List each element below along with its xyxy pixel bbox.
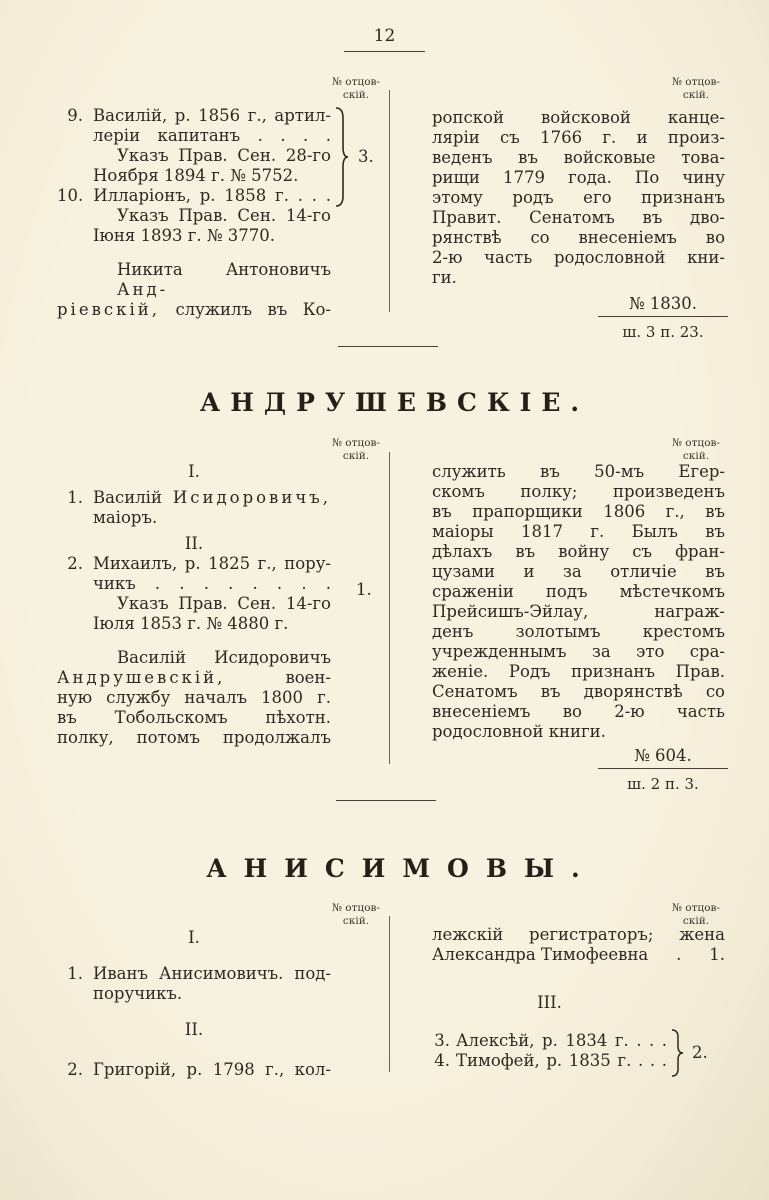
generation-numeral: II. bbox=[184, 1020, 204, 1039]
decree-line: Указъ Прав. Сен. 14-го bbox=[117, 594, 331, 613]
genealogy-entry-line bbox=[57, 186, 331, 206]
right-column-header bbox=[660, 76, 732, 102]
paragraph-line: веденъ въ войсковые това- bbox=[432, 148, 725, 167]
record-number: № 1830. bbox=[598, 294, 728, 317]
paragraph-text: Исидоровичъ bbox=[214, 648, 331, 667]
dot-leader: . bbox=[676, 945, 682, 964]
father-number: 3. bbox=[358, 147, 374, 166]
column-divider-rule bbox=[389, 452, 390, 764]
right-column-header bbox=[660, 437, 732, 463]
paragraph-line bbox=[432, 945, 725, 965]
col-header-line2: скій. bbox=[682, 450, 710, 462]
paragraph-line: Сенатомъ въ дворянствѣ со bbox=[432, 682, 725, 701]
paragraph-line: внесеніемъ во 2-ю часть bbox=[432, 702, 725, 721]
genealogy-entry-line bbox=[57, 1060, 331, 1080]
paragraph-line: ропской войсковой канце- bbox=[432, 108, 725, 127]
page-header bbox=[0, 26, 769, 52]
grouping-brace bbox=[334, 107, 350, 207]
genealogy-entry-line bbox=[57, 554, 331, 574]
entry-text-line: поручикъ. bbox=[93, 984, 183, 1003]
section2-left-column bbox=[57, 462, 331, 748]
paragraph-line: ную службу началъ 1800 г. bbox=[57, 688, 331, 707]
grouping-brace bbox=[670, 1029, 685, 1077]
paragraph-line: сраженіи подъ мѣстечкомъ bbox=[432, 582, 725, 601]
entry-text: Василій, р. 1856 г., артил- bbox=[93, 106, 331, 125]
entry-text: Тимофей, р. 1835 г. . . . bbox=[456, 1051, 667, 1070]
column-divider-rule bbox=[389, 916, 390, 1072]
col-header-line1: № отцов- bbox=[672, 902, 720, 914]
paragraph-line: маіоры 1817 г. Былъ въ bbox=[432, 522, 725, 541]
entry-number: 4. bbox=[434, 1051, 450, 1070]
paragraph-line bbox=[57, 300, 331, 320]
surname-spaced: Андрушевскій, bbox=[57, 668, 226, 687]
paragraph-text: служилъ въ Ко- bbox=[175, 300, 331, 319]
col-header-line1: № отцов- bbox=[332, 437, 380, 449]
col-header-line2: скій. bbox=[342, 89, 370, 101]
section2-right-column bbox=[432, 462, 725, 742]
left-column-header bbox=[320, 902, 392, 928]
entry-text: Алексѣй, р. 1834 г. . . . bbox=[456, 1031, 667, 1050]
paragraph-line: женіе. Родъ признанъ Прав. bbox=[432, 662, 725, 681]
entry-number: 3. bbox=[434, 1031, 450, 1050]
section3-left-column bbox=[57, 928, 331, 1080]
wife-name: Александра Тимофеевна bbox=[432, 945, 649, 964]
left-column-header bbox=[320, 76, 392, 102]
paragraph-line: ги. bbox=[432, 268, 457, 287]
col-header-line1: № отцов- bbox=[672, 437, 720, 449]
entry-number: 2. bbox=[67, 554, 83, 573]
record-number: № 604. bbox=[598, 746, 728, 769]
paragraph-line: лежскій регистраторъ; жена bbox=[432, 925, 725, 944]
paragraph-line: скомъ полку; произведенъ bbox=[432, 482, 725, 501]
entry-text-line: маіоръ. bbox=[93, 508, 158, 527]
generation-numeral: II. bbox=[184, 534, 204, 553]
paragraph-line bbox=[57, 648, 331, 668]
family-heading-anisimovy: АНИСИМОВЫ. bbox=[206, 854, 597, 883]
paragraph-text: Василій bbox=[117, 648, 186, 667]
page-number: 12 bbox=[344, 26, 426, 52]
family-heading-andrushevskie: АНДРУШЕВСКІЕ. bbox=[199, 388, 590, 417]
paragraph-line: въ Тобольскомъ пѣхотн. bbox=[57, 708, 331, 727]
paragraph-line: родословной книги. bbox=[432, 722, 606, 741]
column-divider-rule bbox=[389, 90, 390, 312]
col-header-line1: № отцов- bbox=[332, 76, 380, 88]
entry-text: Григорій, р. 1798 г., кол- bbox=[93, 1060, 331, 1079]
given-name: Василій bbox=[93, 488, 162, 507]
patronymic-spaced: Исидоровичъ, bbox=[172, 488, 331, 507]
entry-text: Михаилъ, р. 1825 г., пору- bbox=[93, 554, 331, 573]
surname-spaced: Анд- bbox=[117, 280, 169, 299]
section1-right-column bbox=[432, 108, 725, 288]
col-header-line2: скій. bbox=[342, 450, 370, 462]
entry-number: 1. bbox=[67, 964, 83, 983]
entry-number: 9. bbox=[67, 106, 83, 125]
section-divider-rule bbox=[338, 346, 438, 347]
paragraph-line: служить въ 50-мъ Егер- bbox=[432, 462, 725, 481]
entry-text-line: чикъ . . . . . . . . bbox=[93, 574, 331, 593]
paragraph-line: учрежденнымъ за это сра- bbox=[432, 642, 725, 661]
paragraph-line: рищи 1779 года. По чину bbox=[432, 168, 725, 187]
paragraph-line: 2-ю часть родословной кни- bbox=[432, 248, 725, 267]
generation-numeral: I. bbox=[188, 928, 200, 947]
shelf-code: ш. 2 п. 3. bbox=[627, 775, 699, 793]
entry-text bbox=[93, 488, 331, 508]
col-header-line1: № отцов- bbox=[332, 902, 380, 914]
paragraph-line: полку, потомъ продолжалъ bbox=[57, 728, 331, 747]
entry-number: 1. bbox=[67, 488, 83, 507]
shelf-code: ш. 3 п. 23. bbox=[622, 323, 704, 341]
paragraph-line: въ прапорщики 1806 г., въ bbox=[432, 502, 725, 521]
paragraph-line: денъ золотымъ крестомъ bbox=[432, 622, 725, 641]
paragraph-text: воен- bbox=[285, 668, 331, 687]
paragraph-line: цузами и за отличіе въ bbox=[432, 562, 725, 581]
col-header-line2: скій. bbox=[342, 915, 370, 927]
paragraph-line: Правит. Сенатомъ въ дво- bbox=[432, 208, 725, 227]
decree-line: Іюля 1853 г. № 4880 г. bbox=[93, 614, 289, 633]
entry-text-line: леріи капитанъ . . . . bbox=[93, 126, 331, 145]
col-header-line2: скій. bbox=[682, 915, 710, 927]
section1-left-column bbox=[57, 106, 331, 320]
entry-number: 2. bbox=[67, 1060, 83, 1079]
paragraph-line: этому родъ его признанъ bbox=[432, 188, 725, 207]
entry-text: Иванъ Анисимовичъ. под- bbox=[93, 964, 331, 983]
genealogy-entry-line bbox=[432, 1051, 667, 1071]
decree-line: Іюня 1893 г. № 3770. bbox=[93, 226, 275, 245]
col-header-line2: скій. bbox=[682, 89, 710, 101]
decree-line: Указъ Прав. Сен. 28-го bbox=[117, 146, 331, 165]
surname-spaced: ріевскій, bbox=[57, 300, 160, 319]
paragraph-line: ляріи съ 1766 г. и произ- bbox=[432, 128, 725, 147]
entry-text: Илларіонъ, р. 1858 г. . . . bbox=[93, 186, 331, 205]
generation-numeral: III. bbox=[537, 993, 562, 1012]
father-number: 2. bbox=[692, 1043, 708, 1062]
paragraph-line: дѣлахъ въ войну съ фран- bbox=[432, 542, 725, 561]
entry-number: 10. bbox=[57, 186, 84, 205]
col-header-line1: № отцов- bbox=[672, 76, 720, 88]
genealogy-entry-line bbox=[57, 488, 331, 508]
genealogy-entry-line bbox=[57, 964, 331, 984]
paragraph-line bbox=[57, 260, 331, 300]
paragraph-text: Никита Антоновичъ bbox=[117, 260, 331, 279]
father-number: 1. bbox=[709, 945, 725, 964]
section-divider-rule bbox=[336, 800, 436, 801]
paragraph-line: Прейсишъ-Эйлау, награж- bbox=[432, 602, 725, 621]
genealogy-entry-line bbox=[57, 106, 331, 126]
decree-line: Указъ Прав. Сен. 14-го bbox=[117, 206, 331, 225]
generation-numeral: I. bbox=[188, 462, 200, 481]
paragraph-line: рянствѣ со внесеніемъ во bbox=[432, 228, 725, 247]
genealogy-entry-line bbox=[432, 1031, 667, 1051]
left-column-header bbox=[320, 437, 392, 463]
decree-line: Ноября 1894 г. № 5752. bbox=[93, 166, 299, 185]
father-number: 1. bbox=[356, 580, 372, 599]
paragraph-line bbox=[57, 668, 331, 688]
